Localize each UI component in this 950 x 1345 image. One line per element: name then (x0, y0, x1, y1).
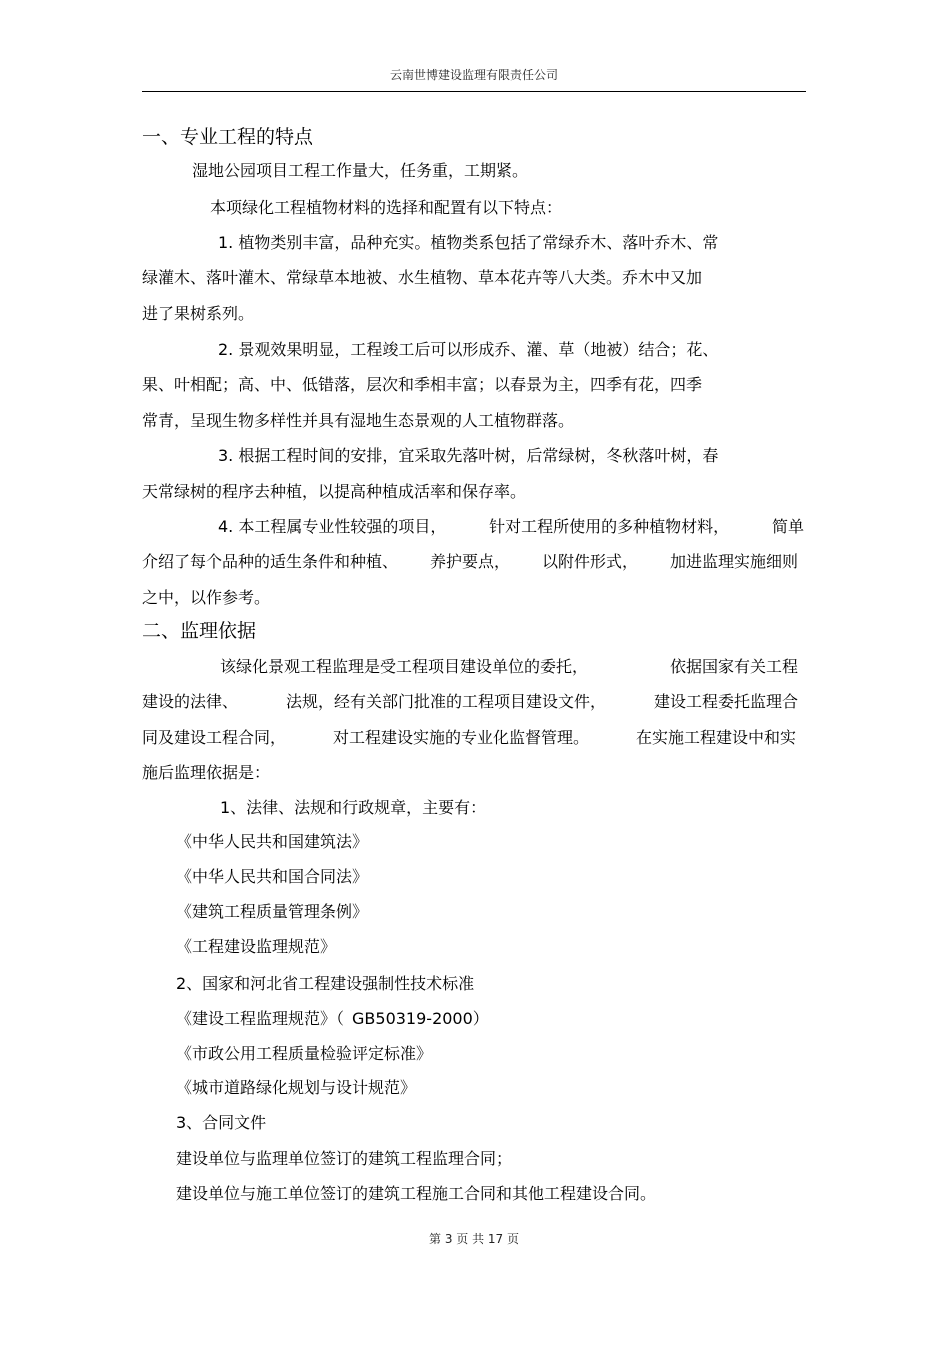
standard-item: 《市政公用工程质量检验评定标准》 (176, 1044, 433, 1063)
basis-line1 (220, 656, 798, 678)
standard-code: GB50319-2000） (352, 1009, 489, 1028)
page-number: 第 3 页 共 17 页 (429, 1232, 519, 1246)
text-segment: 建设工程委托监理合 (653, 692, 798, 711)
text-segment: 4. 本工程属专业性较强的项目， (218, 517, 447, 536)
header-rule (142, 91, 806, 92)
law-item: 《中华人民共和国建筑法》 (176, 832, 369, 851)
text-segment: 加进监理实施细则 (669, 552, 798, 571)
standard-heading: 2、国家和河北省工程建设强制性技术标准 (176, 974, 475, 993)
paragraph: 湿地公园项目工程工作量大，任务重，工期紧。 (192, 161, 529, 180)
text-segment: 在实施工程建设中和实 (635, 728, 796, 747)
item3-line2: 天常绿树的程序去种植，以提高种植成活率和保存率。 (142, 482, 527, 501)
law-item: 《中华人民共和国合同法》 (176, 867, 369, 886)
law-item: 《建筑工程质量管理条例》 (176, 902, 369, 921)
standard-item: 《城市道路绿化规划与设计规范》 (176, 1078, 417, 1097)
law-heading: 1、法律、法规和行政规章，主要有： (220, 798, 487, 817)
basis-line4: 施后监理依据是： (142, 763, 271, 782)
item1-line3: 进了果树系列。 (142, 304, 255, 323)
item1-line2: 绿灌木、落叶灌木、常绿草本地被、水生植物、草本花卉等八大类。乔木中又加 (142, 268, 703, 287)
contract-item: 建设单位与监理单位签订的建筑工程监理合同； (176, 1149, 513, 1168)
section2-heading: 二、监理依据 (142, 620, 257, 642)
item2-line2: 果、叶相配；高、中、低错落，层次和季相丰富；以春景为主，四季有花，四季 (142, 375, 703, 394)
item2-line1: 2. 景观效果明显，工程竣工后可以形成乔、灌、草（地被）结合；花、 (218, 340, 719, 359)
text-segment: 养护要点， (429, 552, 510, 571)
text-segment: 建设的法律、 (142, 692, 239, 711)
contract-heading: 3、合同文件 (176, 1113, 267, 1132)
text-segment: 针对工程所使用的多种植物材料， (489, 517, 730, 536)
text-segment: 该绿化景观工程监理是受工程项目建设单位的委托， (220, 657, 589, 676)
text-segment: 法规，经有关部门批准的工程项目建设文件， (285, 692, 606, 711)
item3-line1: 3. 根据工程时间的安排，宜采取先落叶树，后常绿树，冬秋落叶树，春 (218, 446, 719, 465)
page-header: 云南世博建设监理有限责任公司 (389, 68, 558, 82)
basis-line3 (142, 727, 796, 749)
basis-line2 (142, 691, 798, 713)
item2-line3: 常青，呈现生物多样性并具有湿地生态景观的人工植物群落。 (142, 411, 575, 430)
item4-line1 (218, 516, 804, 538)
text-segment: 同及建设工程合同， (142, 728, 287, 747)
item4-line2 (142, 551, 798, 573)
text-segment: 简单 (771, 517, 804, 536)
law-item: 《工程建设监理规范》 (176, 937, 337, 956)
paragraph: 本项绿化工程植物材料的选择和配置有以下特点： (210, 198, 563, 217)
text-segment: 以附件形式， (541, 552, 638, 571)
contract-item: 建设单位与施工单位签订的建筑工程施工合同和其他工程建设合同。 (176, 1184, 657, 1203)
text-segment: 依据国家有关工程 (669, 657, 798, 676)
section1-heading: 一、专业工程的特点 (142, 126, 314, 148)
standard-item (176, 1008, 489, 1030)
text-segment: 对工程建设实施的专业化监督管理。 (332, 728, 589, 747)
text-segment: 介绍了每个品种的适生条件和种植、 (142, 552, 399, 571)
text-segment: 《建设工程监理规范》（ (176, 1009, 345, 1028)
item1-line1: 1. 植物类别丰富，品种充实。植物类系包括了常绿乔木、落叶乔木、常 (218, 233, 719, 252)
item4-line3: 之中，以作参考。 (142, 588, 271, 607)
